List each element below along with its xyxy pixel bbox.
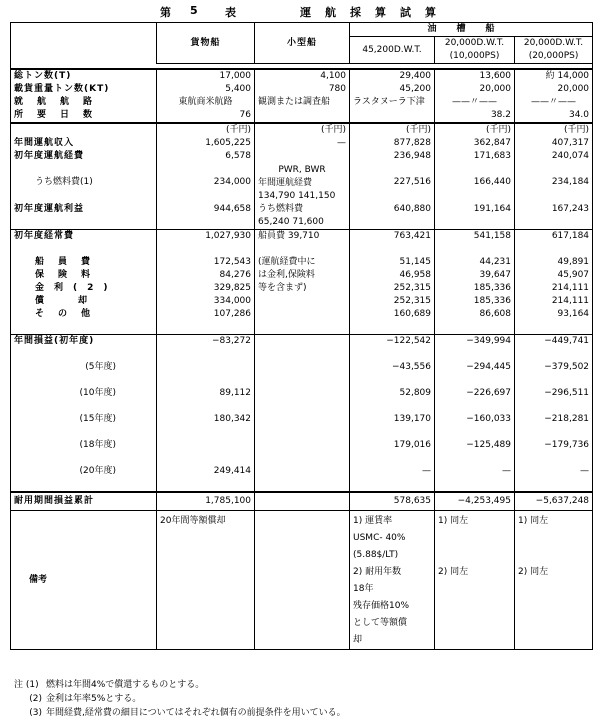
row-interest: 金利(2) 329,825 等を含まず) 252,315 185,336 214,111 (11, 282, 593, 295)
row-revenue: 年間運航収入 1,605,225 — 877,828 362,847 407,317 (11, 137, 593, 150)
row-pl-year20: (20年度) 249,414 — — — (11, 465, 593, 478)
row-crew: 船員費 172,543 (運航経費中に 51,145 44,231 49,891 (11, 256, 593, 269)
row-pl-year15: (15年度) 180,342 139,170 −160,033 −218,281 (11, 413, 593, 426)
row-pl-year1: 年間損益(初年度) −83,272 −122,542 −349,994 −449,741 (11, 335, 593, 349)
header-blank (11, 23, 157, 64)
header-t3b: (20,000PS) (515, 50, 593, 64)
small-ship-reactor-note: PWR, BWR 年間運航経費 134,790 141,150 うち燃料費 65,240 71,600 (255, 150, 350, 230)
footnote-1: 注 (1) 燃料は年間4%で償還するものとする。 (14, 680, 205, 690)
remarks-t2: 1) 同左 2) 同左 (435, 511, 515, 650)
header-small: 小型船 (255, 23, 350, 64)
title-name: 運航採算試算 (300, 6, 450, 19)
row-first-year-profit: 初年度運航利益 944,658 640,880 191,164 167,243 (11, 203, 593, 216)
operation-profit-table (10, 22, 593, 650)
row-pl-year18: (18年度) 179,016 −125,489 −179,736 (11, 439, 593, 452)
row-remarks: 備考 20年間等額償却 1) 運賃率 USMC- 40% (5.88$/LT) 2) 耐用年数 18年 残存価格10% として等額償 却 1) 同左 2) 同左 1) 同左 2) 同左 (11, 511, 593, 650)
header-cargo: 貨物船 (157, 23, 255, 64)
row-recurring-cost: 初年度経常費 1,027,930 船員費 39,710 763,421 541,158 617,184 (11, 230, 593, 244)
row-pl-year10: (10年度) 89,112 52,809 −226,697 −296,511 (11, 387, 593, 400)
header-t2a: 20,000D.W.T. (435, 37, 515, 51)
row-insurance: 保険料 84,276 は金利,保険料 46,958 39,647 45,907 (11, 269, 593, 282)
header-tanker: 油槽船 (350, 23, 593, 37)
row-dwt: 載貨重量トン数(KT) 5,400 780 45,200 20,000 20,000 (11, 83, 593, 96)
footnote-3: (3) 年間経費,経常費の細目についてはそれぞれ個有の前提条件を用いている。 (29, 708, 346, 718)
row-route: 就航航路 東航商米航路 観測または調査船 ラスタヌーラ下津 ——〃—— ——〃—— (11, 96, 593, 109)
row-pl-year5: (5年度) −43,556 −294,445 −379,502 (11, 361, 593, 374)
row-unit: (千円) (千円) (千円) (千円) (千円) (11, 123, 593, 137)
title-part1: 第 (160, 6, 171, 19)
row-days: 所要日数 76 38.2 34.0 (11, 109, 593, 123)
row-gross-tonnage: 総トン数(T) 17,000 4,100 29,400 13,600 約 14,000 (11, 69, 593, 83)
row-first-year-cost: 初年度運航経費 6,578 PWR, BWR 年間運航経費 134,790 141,150 うち燃料費 65,240 71,600 236,948 171,683 240,074 (11, 150, 593, 163)
title-part2: 表 (225, 6, 236, 19)
row-fuel-cost: うち燃料費(1) 234,000 227,516 166,440 234,184 (11, 176, 593, 189)
row-depreciation: 償却 334,000 252,315 185,336 214,111 (11, 295, 593, 308)
remarks-t1: 1) 運賃率 USMC- 40% (5.88$/LT) 2) 耐用年数 18年 残存価格10% として等額償 却 (350, 511, 435, 650)
footnote-2: (2) 金利は年率5%とする。 (29, 694, 142, 704)
header-t1: 45,200D.W.T. (350, 37, 435, 64)
footnotes (14, 678, 346, 720)
row-total: 耐用期間損益累計 1,785,100 578,635 −4,253,495 −5,637,248 (11, 492, 593, 511)
header-t3a: 20,000D.W.T. (515, 37, 593, 51)
header-t2b: (10,000PS) (435, 50, 515, 64)
title-number: 5 (190, 4, 198, 17)
remarks-t3: 1) 同左 2) 同左 (515, 511, 593, 650)
row-other: その他 107,286 160,689 86,608 93,164 (11, 308, 593, 321)
